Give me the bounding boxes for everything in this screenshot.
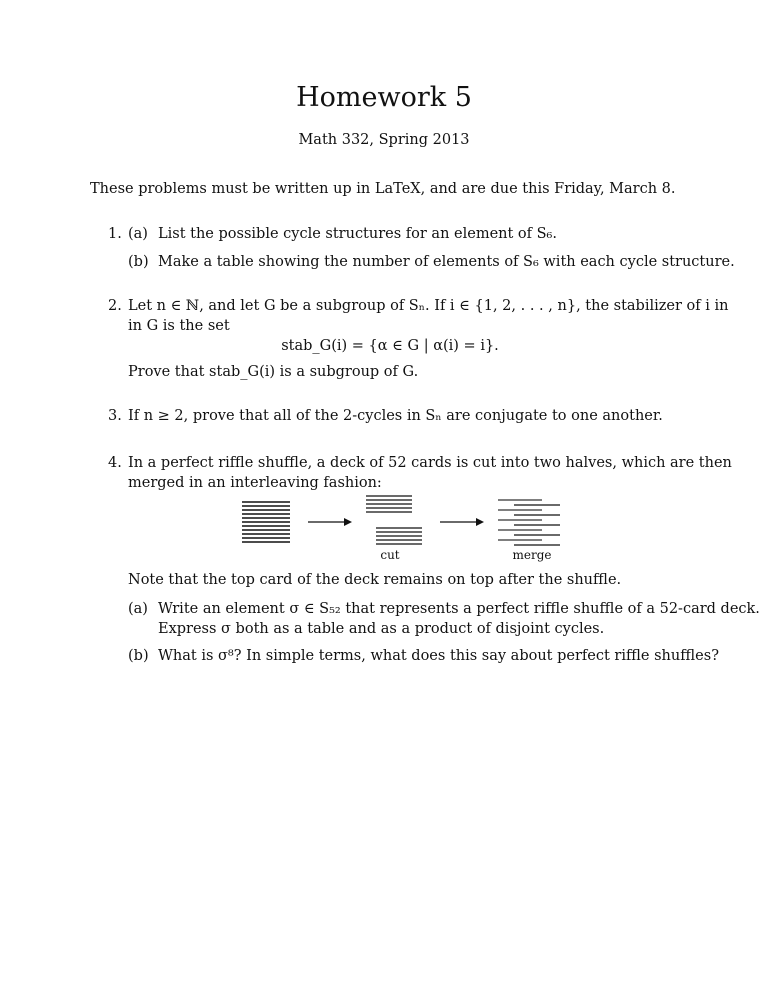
intro-text: These problems must be written up in LaTeX, and are due this Friday, March 8. — [90, 181, 676, 197]
problem-2-number: 2. — [108, 298, 122, 314]
problem-4-note: Note that the top card of the deck remains on top after the shuffle. — [128, 572, 622, 588]
problem-2-line-1: Let n ∈ ℕ, and let G be a subgroup of Sₙ. If i ∈ {1, 2, . . . , n}, the stabilizer of i in — [128, 298, 729, 314]
problem-1a-text: List the possible cycle structures for an element of S₆. — [158, 226, 557, 242]
problem-4a-line-2: Express σ both as a table and as a product of disjoint cycles. — [158, 621, 605, 637]
problem-4-line-1: In a perfect riffle shuffle, a deck of 52 cards is cut into two halves, which are then — [128, 455, 732, 471]
problem-1-number: 1. — [108, 226, 122, 242]
merge-label: merge — [512, 548, 552, 562]
problem-3-text: If n ≥ 2, prove that all of the 2-cycles in Sₙ are conjugate to one another. — [128, 408, 663, 424]
page-subtitle: Math 332, Spring 2013 — [298, 132, 470, 148]
merged-deck — [498, 500, 560, 545]
problem-4b-label: (b) — [128, 648, 149, 664]
full-deck — [242, 502, 290, 542]
stabilizer-formula: stab_G(i) = {α ∈ G | α(i) = i}. — [281, 338, 499, 354]
problem-1b-text: Make a table showing the number of elements of S₆ with each cycle structure. — [158, 254, 735, 270]
problem-4a-line-1: Write an element σ ∈ S₅₂ that represents a perfect riffle shuffle of a 52-card deck. — [158, 601, 760, 617]
problem-2-line-2: in G is the set — [128, 318, 230, 334]
cut-label: cut — [380, 548, 400, 562]
problem-3-number: 3. — [108, 408, 122, 424]
problem-1a-label: (a) — [128, 226, 148, 242]
problem-4b-text: What is σ⁸? In simple terms, what does this say about perfect riffle shuffles? — [158, 648, 719, 664]
page-title: Homework 5 — [296, 82, 472, 113]
problem-4a-label: (a) — [128, 601, 148, 617]
riffle-shuffle-diagram — [230, 492, 570, 552]
problem-4-number: 4. — [108, 455, 122, 471]
arrow-1-icon — [308, 518, 352, 526]
problem-2-line-3: Prove that stab_G(i) is a subgroup of G. — [128, 364, 419, 380]
problem-4-line-2: merged in an interleaving fashion: — [128, 475, 382, 491]
arrow-2-icon — [440, 518, 484, 526]
problem-1b-label: (b) — [128, 254, 149, 270]
cut-deck — [366, 496, 422, 544]
